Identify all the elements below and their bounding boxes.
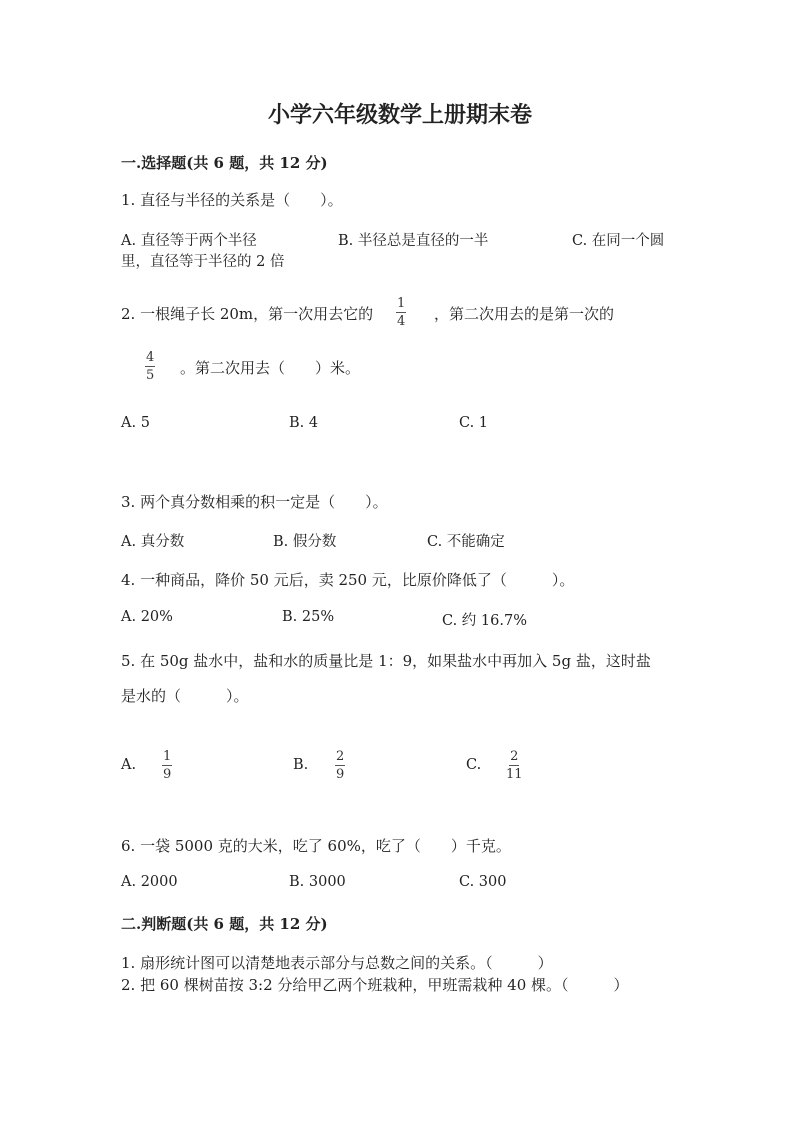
fraction-denominator: 5 <box>146 368 155 383</box>
question-2-option-c: C. 1 <box>459 415 489 431</box>
section-heading-choice: 一.选择题(共 6 题，共 12 分) <box>121 154 328 172</box>
fraction-numerator: 2 <box>336 749 345 764</box>
question-5-option-a-fraction <box>162 750 172 781</box>
question-1-option-a: A. 直径等于两个半径 <box>121 233 257 249</box>
question-2-fraction-four-fifths <box>145 351 155 382</box>
question-2-option-b: B. 4 <box>289 415 319 431</box>
fraction-denominator: 9 <box>336 767 345 782</box>
fraction-denominator: 9 <box>163 767 172 782</box>
question-4-option-b: B. 25% <box>282 609 335 625</box>
fraction-denominator: 4 <box>397 314 406 329</box>
question-2-option-a: A. 5 <box>121 415 150 431</box>
question-4-stem: 4. 一种商品，降价 50 元后，卖 250 元，比原价降低了（ ）。 <box>121 571 575 589</box>
fraction-denominator: 11 <box>506 767 523 782</box>
question-4-option-c: C. 约 16.7% <box>442 613 527 629</box>
question-5-option-b-fraction <box>335 750 345 781</box>
question-5-option-c-fraction <box>506 750 523 781</box>
question-6-stem: 6. 一袋 5000 克的大米，吃了 60%，吃了（ ）千克。 <box>121 837 511 855</box>
fraction-numerator: 4 <box>146 350 155 365</box>
question-1-stem: 1. 直径与半径的关系是（ ）。 <box>121 191 343 209</box>
question-2-stem-part3: 。第二次用去（ ）米。 <box>180 359 361 377</box>
question-1-option-c: C. 在同一个圆 <box>572 233 665 249</box>
question-2-stem-part2: ，第二次用去的是第一次的 <box>434 305 615 323</box>
question-4-option-a: A. 20% <box>121 609 173 625</box>
question-1-option-b: B. 半径总是直径的一半 <box>338 233 489 249</box>
question-3-option-b: B. 假分数 <box>273 534 337 550</box>
question-6-option-b: B. 3000 <box>289 874 346 890</box>
question-5-option-b-label: B. <box>293 757 309 773</box>
question-5-option-a-label: A. <box>121 757 137 773</box>
question-6-option-a: A. 2000 <box>121 874 178 890</box>
fraction-numerator: 1 <box>397 296 406 311</box>
question-3-option-a: A. 真分数 <box>121 534 185 550</box>
section-heading-judgement: 二.判断题(共 6 题，共 12 分) <box>121 915 328 933</box>
question-1-option-c-continuation: 里，直径等于半径的 2 倍 <box>121 254 285 270</box>
page-title: 小学六年级数学上册期末卷 <box>267 102 532 128</box>
question-5-option-c-label: C. <box>466 757 482 773</box>
question-2-fraction-one-quarter <box>396 297 406 328</box>
fraction-numerator: 1 <box>163 749 172 764</box>
question-5-stem-line2: 是水的（ ）。 <box>121 687 249 705</box>
fraction-numerator: 2 <box>510 749 519 764</box>
question-6-option-c: C. 300 <box>459 874 507 890</box>
judgement-question-2: 2. 把 60 棵树苗按 3:2 分给甲乙两个班栽种，甲班需栽种 40 棵。（ ） <box>121 976 629 994</box>
question-3-stem: 3. 两个真分数相乘的积一定是（ ）。 <box>121 493 388 511</box>
question-2-stem-part1: 2. 一根绳子长 20m，第一次用去它的 <box>121 305 374 323</box>
question-3-option-c: C. 不能确定 <box>427 534 505 550</box>
question-5-stem-line1: 5. 在 50g 盐水中，盐和水的质量比是 1：9，如果盐水中再加入 5g 盐，这时盐 <box>121 652 651 670</box>
judgement-question-1: 1. 扇形统计图可以清楚地表示部分与总数之间的关系。（ ） <box>121 954 553 972</box>
